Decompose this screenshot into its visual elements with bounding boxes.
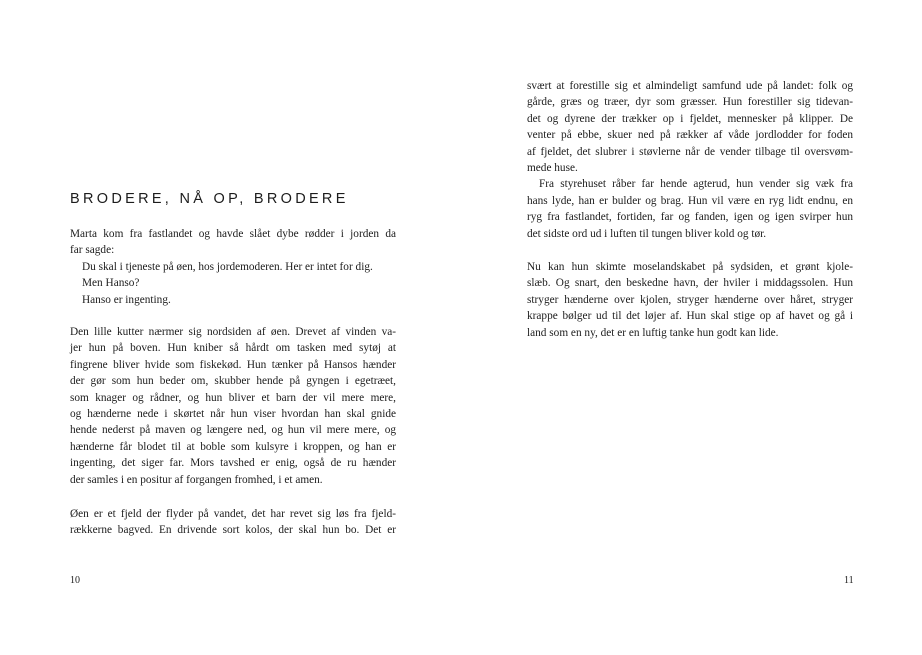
text-line: og hænderne nede i skørtet når hun viser hvordan han skal gnide: [70, 407, 396, 420]
text-line: det og dyrene der trækker op i fjeldet, mennesker på klipper. De: [527, 112, 853, 125]
text-line: gårde, græs og træer, dyr som græsser. Hun forestiller sig tidevan-: [527, 96, 853, 109]
text-line: som knager og rådner, og hun bliver et barn der vil mere mere,: [70, 391, 396, 404]
right-paragraph-2: [527, 259, 853, 341]
left-paragraph-1: [70, 226, 396, 308]
text-line: det sidste ord ud i luften til tungen bliver kold og tør.: [527, 227, 767, 240]
text-line: af fjeldet, det slubrer i støvlerne når de vender tilbage til oversvøm-: [527, 145, 853, 158]
text-line: hænderne får blodet til at boble som kulsyre i kroppen, og han er: [70, 440, 396, 453]
text-line: venter på ebbe, skuer ned på rækker af våde jordlodder for foden: [527, 129, 853, 142]
text-line: Men Hanso?: [82, 277, 140, 290]
text-line: der samles i en positur af forgangen fromhed, i et amen.: [70, 473, 323, 486]
text-line: krappe bølger ud til det løjer af. Hun skal stige op af havet og gå i: [527, 310, 853, 323]
text-line: hans lyde, han er bulder og brag. Hun vil være en ryg lidt endnu, en: [527, 194, 853, 207]
text-line: ingenting, det siger far. Mors tavshed er enig, også de ru hænder: [70, 457, 396, 470]
left-paragraph-2: [70, 324, 396, 488]
text-line: far sagde:: [70, 244, 115, 257]
text-line: Du skal i tjeneste på øen, hos jordemoderen. Her er intet for dig.: [82, 260, 373, 273]
text-line: Fra styrehuset råber far hende agterud, hun vender sig væk fra: [539, 178, 853, 191]
left-paragraph-3: [70, 506, 396, 539]
text-line: land som en ny, det er en luftig tanke hun godt kan lide.: [527, 326, 779, 339]
text-line: Hanso er ingenting.: [82, 293, 171, 306]
text-line: Marta kom fra fastlandet og havde slået dybe rødder i jorden da: [70, 228, 396, 240]
text-line: slæb. Og snart, den beskedne havn, der hviler i middagssolen. Hun: [527, 277, 853, 290]
text-line: jer hun på boven. Hun kniber så hårdt om tasken med sytøj at: [70, 342, 396, 355]
text-line: stryger hænderne over kjolen, stryger hænderne over håret, stryger: [527, 293, 853, 306]
text-line: der gør som hun beder om, skubber hende på gyngen i egetræet,: [70, 375, 396, 388]
text-line: Den lille kutter nærmer sig nordsiden af øen. Drevet af vinden va-: [70, 326, 396, 338]
chapter-heading: BRODERE, NÅ OP, BRODERE: [70, 191, 349, 207]
right-paragraph-1: [527, 78, 853, 242]
right-page: [461, 0, 922, 655]
page-number: 10: [70, 575, 80, 586]
text-line: ryg fra fastlandet, fortiden, far og fanden, igen og igen svirper hun: [527, 211, 853, 224]
text-line: fingrene bliver hvide som fiskekød. Hun tænker på Hansos hænder: [70, 358, 396, 371]
text-line: svært at forestille sig et almindeligt samfund ude på landet: folk og: [527, 80, 853, 92]
text-line: Øen er et fjeld der flyder på vandet, det har revet sig løs fra fjeld-: [70, 508, 396, 520]
text-line: rækkerne bagved. En drivende sort kolos, der skal hun bo. Det er: [70, 524, 396, 537]
text-line: Nu kan hun skimte moselandskabet på sydsiden, et grønt kjole-: [527, 261, 853, 273]
text-line: mede huse.: [527, 161, 578, 174]
text-line: hende nederst på maven og længere ned, og hun vil mere mere, og: [70, 424, 396, 437]
page-number: 11: [844, 575, 854, 586]
